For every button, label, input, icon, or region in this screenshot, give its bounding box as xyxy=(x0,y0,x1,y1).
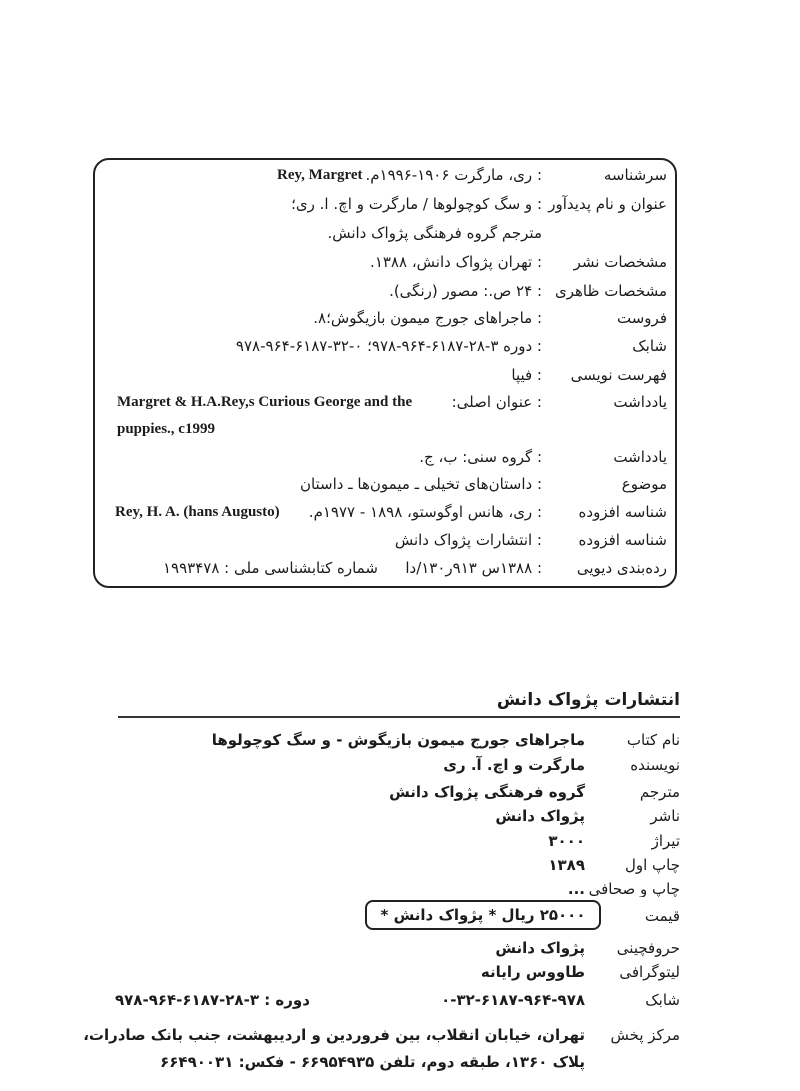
cip-row xyxy=(103,419,667,441)
book-value: پژواک دانش xyxy=(495,939,585,957)
cip-value: : داستان‌های تخیلی ـ میمون‌ها ـ داستان xyxy=(299,475,542,493)
cip-row xyxy=(103,194,667,216)
cip-value: : ماجراهای جورج میمون بازیگوش؛۸. xyxy=(313,309,542,327)
cip-row xyxy=(103,365,667,387)
cip-value: : ری، مارگرت ۱۹۰۶-۱۹۹۶م. xyxy=(365,166,542,184)
cip-value: : ری، هانس اوگوستو، ۱۸۹۸ - ۱۹۷۷م. xyxy=(308,503,542,521)
cip-value: مترجم گروه فرهنگی پژواک دانش. xyxy=(327,224,542,242)
cip-value: : انتشارات پژواک دانش xyxy=(394,531,542,549)
book-row xyxy=(120,831,680,853)
book-label: نویسنده xyxy=(630,756,680,774)
cip-value: : تهران پژواک دانش، ۱۳۸۸. xyxy=(370,253,542,271)
cip-value: : ۲۴ ص.: مصور (رنگی). xyxy=(389,282,542,300)
cip-row xyxy=(103,474,667,496)
cip-label: رده‌بندی دیویی xyxy=(576,559,667,577)
book-value: طاووس رایانه xyxy=(480,963,585,981)
cip-value: : گروه سنی: ب، ج. xyxy=(419,448,542,466)
cip-row xyxy=(103,336,667,358)
cip-label: شناسه افزوده xyxy=(578,503,667,521)
book-value: ۰-۳۲-۶۱۸۷-۹۶۴-۹۷۸ xyxy=(441,991,585,1009)
cip-value: : دوره ۳-۲۸-۶۱۸۷-۹۶۴-۹۷۸؛ ۰-۳۲-۶۱۸۷-۹۶۴-۹۷۸ xyxy=(235,337,542,355)
book-row xyxy=(120,730,680,752)
book-row xyxy=(120,1052,680,1074)
cip-label: فهرست نویسی xyxy=(570,366,667,384)
book-label: چاپ و صحافی xyxy=(588,880,680,897)
book-label: ناشر xyxy=(650,807,680,825)
cip-row xyxy=(103,281,667,303)
cip-value: : فیپا xyxy=(511,366,542,384)
book-value: گروه فرهنگی پژواک دانش xyxy=(389,783,585,801)
book-row xyxy=(120,938,680,960)
cip-row xyxy=(103,165,667,187)
book-label: شابک xyxy=(645,991,680,1009)
cip-box xyxy=(93,158,677,588)
cip-label: یادداشت xyxy=(613,393,667,411)
book-value: ۱۳۸۹ xyxy=(548,856,585,874)
book-value: ... xyxy=(567,880,585,897)
cip-latin: Rey, H. A. (hans Augusto) xyxy=(115,504,280,520)
cip-row xyxy=(103,308,667,330)
cip-value: : ۱۳۸۸س ۹۱۳ر۱۳۰/دا xyxy=(405,559,542,577)
book-label: حروفچینی xyxy=(616,939,680,957)
price-stamp: ۲۵۰۰۰ ریال * پژواک دانش * xyxy=(365,900,601,930)
book-row xyxy=(120,855,680,877)
book-value: پلاک ۱۳۶۰، طبقه دوم، تلفن ۶۶۹۵۴۹۳۵ - فکس: ۶۶۴۹۰۰۳۱ xyxy=(160,1053,585,1071)
cip-label: سرشناسه xyxy=(603,166,667,184)
book-label: قیمت xyxy=(644,907,680,925)
book-label: لیتوگرافی xyxy=(619,963,680,981)
cip-label: یادداشت xyxy=(613,448,667,466)
book-row xyxy=(120,806,680,828)
cip-row xyxy=(103,223,667,245)
book-value: تهران، خیابان انقلاب، بین فروردین و اردیبهشت، جنب بانک صادرات، xyxy=(83,1026,585,1044)
book-isbn-set: دوره : ۳-۲۸-۶۱۸۷-۹۶۴-۹۷۸ xyxy=(115,991,310,1009)
cip-row xyxy=(103,530,667,552)
cip-row xyxy=(103,252,667,274)
book-value: ۳۰۰۰ xyxy=(548,832,585,850)
book-value: مارگرت و اچ. آ. ری xyxy=(443,756,585,774)
cip-label: موضوع xyxy=(621,475,667,493)
cip-value: : و سگ کوچولوها / مارگرت و اچ. ا. ری؛ xyxy=(291,195,542,213)
cip-row xyxy=(103,558,667,580)
cip-latin: puppies., c1999 xyxy=(117,421,215,437)
book-value: ماجراهای جورج میمون بازیگوش - و سگ کوچولوها xyxy=(211,731,585,749)
cip-label: مشخصات نشر xyxy=(573,253,667,271)
divider xyxy=(118,716,680,718)
cip-latin: Rey, Margret xyxy=(277,167,363,183)
cip-label: شابک xyxy=(632,337,667,355)
book-value: پژواک دانش xyxy=(495,807,585,825)
book-label: چاپ اول xyxy=(624,856,680,874)
book-label: مرکز پخش xyxy=(610,1026,680,1044)
book-label: مترجم xyxy=(639,783,680,801)
cip-label: شناسه افزوده xyxy=(578,531,667,549)
cip-row xyxy=(103,502,667,524)
cip-label: مشخصات ظاهری xyxy=(554,282,667,300)
cip-row xyxy=(103,447,667,469)
publisher-title: انتشارات پژواک دانش xyxy=(496,690,680,710)
book-row xyxy=(120,782,680,804)
book-row xyxy=(120,755,680,777)
book-row xyxy=(120,962,680,984)
book-row xyxy=(83,1025,680,1047)
cip-latin: Margret & H.A.Rey,s Curious George and the xyxy=(117,394,413,410)
book-label: نام کتاب xyxy=(626,731,680,749)
cip-label: عنوان و نام پدیدآور xyxy=(548,195,667,213)
book-row xyxy=(115,990,680,1012)
cip-label: فروست xyxy=(617,309,667,327)
book-label: تیراژ xyxy=(651,832,680,850)
cip-value: : عنوان اصلی: xyxy=(451,393,542,411)
cip-row xyxy=(103,392,667,414)
book-row xyxy=(120,879,680,897)
cip-national-number: شماره کتابشناسی ملی : ۱۹۹۳۴۷۸ xyxy=(163,559,378,577)
